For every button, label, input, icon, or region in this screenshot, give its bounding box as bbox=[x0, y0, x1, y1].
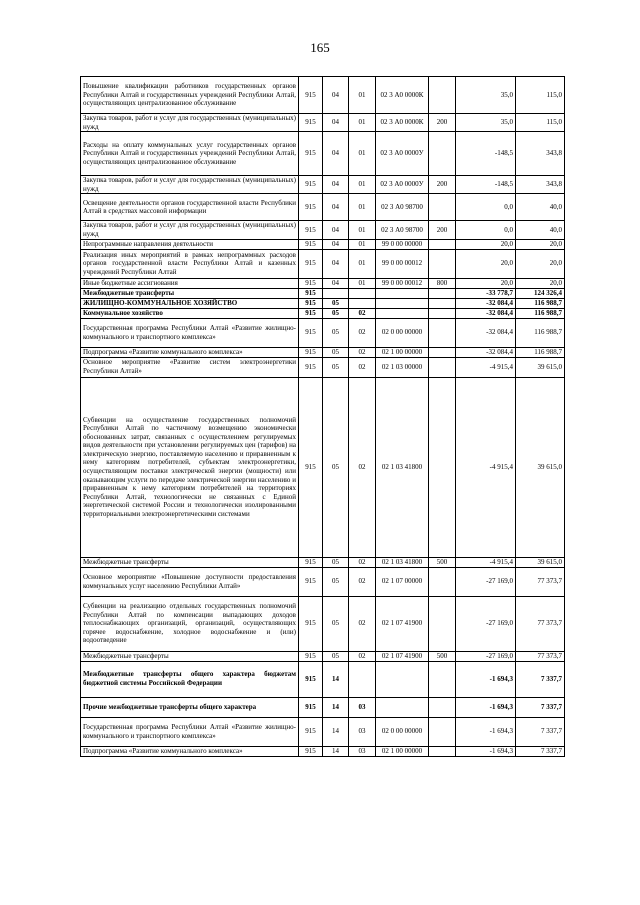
cell-name: Коммунальное хозяйство bbox=[81, 308, 299, 318]
cell-f: -32 084,4 bbox=[456, 318, 516, 347]
budget-table bbox=[80, 76, 565, 757]
cell-c: 01 bbox=[349, 278, 376, 288]
cell-a: 915 bbox=[299, 567, 323, 596]
cell-d bbox=[376, 288, 429, 298]
cell-b bbox=[323, 288, 349, 298]
cell-e bbox=[429, 298, 456, 308]
cell-g: 115,0 bbox=[516, 114, 565, 132]
cell-name: Субвенции на реализацию отдельных государственных полномочий Республики Алтай по компенсации выпадающих доходов теплоснабжающих организаций, организаций, осуществляющих горячее водоснабжение, холодное водоснабжение и (или) водоотведение bbox=[81, 596, 299, 651]
cell-d: 99 0 00 00012 bbox=[376, 249, 429, 278]
cell-g: 124 326,4 bbox=[516, 288, 565, 298]
table-row bbox=[81, 651, 565, 661]
cell-c: 02 bbox=[349, 308, 376, 318]
cell-c: 02 bbox=[349, 347, 376, 357]
cell-a: 915 bbox=[299, 239, 323, 249]
table-row bbox=[81, 567, 565, 596]
cell-name: Основное мероприятие «Развитие систем электроэнергетики Республики Алтай» bbox=[81, 357, 299, 377]
cell-f: 20,0 bbox=[456, 249, 516, 278]
cell-g: 115,0 bbox=[516, 77, 565, 114]
cell-g: 7 337,7 bbox=[516, 717, 565, 746]
cell-d: 02 1 03 41800 bbox=[376, 377, 429, 557]
table-row bbox=[81, 176, 565, 194]
cell-e bbox=[429, 239, 456, 249]
cell-d bbox=[376, 661, 429, 697]
cell-a: 915 bbox=[299, 77, 323, 114]
cell-e bbox=[429, 567, 456, 596]
table-row bbox=[81, 717, 565, 746]
cell-b: 04 bbox=[323, 249, 349, 278]
cell-a: 915 bbox=[299, 114, 323, 132]
cell-b: 05 bbox=[323, 567, 349, 596]
cell-b: 04 bbox=[323, 77, 349, 114]
cell-c: 01 bbox=[349, 132, 376, 176]
cell-e bbox=[429, 661, 456, 697]
cell-c: 01 bbox=[349, 194, 376, 221]
cell-e bbox=[429, 697, 456, 717]
cell-g: 116 988,7 bbox=[516, 347, 565, 357]
cell-g: 7 337,7 bbox=[516, 746, 565, 756]
cell-e bbox=[429, 596, 456, 651]
cell-d bbox=[376, 308, 429, 318]
cell-d: 02 0 00 00000 bbox=[376, 318, 429, 347]
cell-f: -27 169,0 bbox=[456, 651, 516, 661]
cell-a: 915 bbox=[299, 717, 323, 746]
cell-f: -32 084,4 bbox=[456, 298, 516, 308]
cell-d: 02 1 03 41800 bbox=[376, 557, 429, 567]
cell-name: Непрограммные направления деятельности bbox=[81, 239, 299, 249]
cell-a: 915 bbox=[299, 176, 323, 194]
cell-name: Реализация иных мероприятий в рамках непрограммных расходов органов государственной власти Республики Алтай и казенных учреждений Республики Алтай bbox=[81, 249, 299, 278]
cell-g: 116 988,7 bbox=[516, 318, 565, 347]
cell-d bbox=[376, 298, 429, 308]
cell-e: 500 bbox=[429, 557, 456, 567]
cell-d: 02 3 А0 0000К bbox=[376, 77, 429, 114]
cell-d: 99 0 00 00000 bbox=[376, 239, 429, 249]
cell-name: Межбюджетные трансферты bbox=[81, 651, 299, 661]
cell-b: 05 bbox=[323, 596, 349, 651]
cell-b: 05 bbox=[323, 557, 349, 567]
cell-d: 02 1 00 00000 bbox=[376, 746, 429, 756]
cell-c bbox=[349, 288, 376, 298]
cell-name: Повышение квалификации работников государственных органов Республики Алтай и государственных учреждений Республики Алтай, осуществляющих централизованное обслуживание bbox=[81, 77, 299, 114]
cell-name: ЖИЛИЩНО-КОММУНАЛЬНОЕ ХОЗЯЙСТВО bbox=[81, 298, 299, 308]
cell-a: 915 bbox=[299, 221, 323, 239]
cell-g: 7 337,7 bbox=[516, 697, 565, 717]
table-row bbox=[81, 746, 565, 756]
cell-f: -148,5 bbox=[456, 132, 516, 176]
cell-a: 915 bbox=[299, 308, 323, 318]
cell-name: Прочие межбюджетные трансферты общего характера bbox=[81, 697, 299, 717]
table-row bbox=[81, 596, 565, 651]
cell-e bbox=[429, 132, 456, 176]
cell-g: 39 615,0 bbox=[516, 377, 565, 557]
cell-g: 343,8 bbox=[516, 176, 565, 194]
cell-b: 05 bbox=[323, 347, 349, 357]
cell-a: 915 bbox=[299, 357, 323, 377]
cell-c bbox=[349, 661, 376, 697]
table-row bbox=[81, 308, 565, 318]
cell-a: 915 bbox=[299, 347, 323, 357]
cell-c: 01 bbox=[349, 77, 376, 114]
cell-c: 01 bbox=[349, 176, 376, 194]
cell-name: Иные бюджетные ассигнования bbox=[81, 278, 299, 288]
cell-d: 02 1 03 00000 bbox=[376, 357, 429, 377]
cell-e: 200 bbox=[429, 176, 456, 194]
cell-f: 0,0 bbox=[456, 194, 516, 221]
table-row bbox=[81, 278, 565, 288]
cell-e bbox=[429, 746, 456, 756]
cell-d: 02 1 07 00000 bbox=[376, 567, 429, 596]
cell-b: 05 bbox=[323, 357, 349, 377]
cell-b: 05 bbox=[323, 651, 349, 661]
cell-b: 04 bbox=[323, 132, 349, 176]
cell-a: 915 bbox=[299, 298, 323, 308]
table-row bbox=[81, 239, 565, 249]
cell-e bbox=[429, 717, 456, 746]
cell-d: 02 1 07 41900 bbox=[376, 596, 429, 651]
cell-c bbox=[349, 298, 376, 308]
cell-g: 77 373,7 bbox=[516, 596, 565, 651]
cell-e bbox=[429, 357, 456, 377]
cell-d bbox=[376, 697, 429, 717]
cell-a: 915 bbox=[299, 194, 323, 221]
table-row bbox=[81, 77, 565, 114]
cell-a: 915 bbox=[299, 557, 323, 567]
cell-g: 40,0 bbox=[516, 194, 565, 221]
cell-e: 800 bbox=[429, 278, 456, 288]
table-row bbox=[81, 221, 565, 239]
cell-g: 77 373,7 bbox=[516, 651, 565, 661]
cell-name: Государственная программа Республики Алтай «Развитие жилищно-коммунального и транспортного комплекса» bbox=[81, 717, 299, 746]
table-row bbox=[81, 194, 565, 221]
cell-e bbox=[429, 77, 456, 114]
cell-e bbox=[429, 249, 456, 278]
table-row bbox=[81, 661, 565, 697]
cell-name: Основное мероприятие «Повышение доступности предоставления коммунальных услуг населению Республики Алтай» bbox=[81, 567, 299, 596]
cell-g: 116 988,7 bbox=[516, 298, 565, 308]
cell-b: 14 bbox=[323, 661, 349, 697]
cell-b: 05 bbox=[323, 308, 349, 318]
cell-name: Закупка товаров, работ и услуг для государственных (муниципальных) нужд bbox=[81, 221, 299, 239]
cell-b: 04 bbox=[323, 176, 349, 194]
cell-c: 03 bbox=[349, 746, 376, 756]
cell-e: 200 bbox=[429, 114, 456, 132]
cell-f: -32 084,4 bbox=[456, 347, 516, 357]
cell-c: 02 bbox=[349, 357, 376, 377]
cell-b: 04 bbox=[323, 194, 349, 221]
cell-d: 02 1 07 41900 bbox=[376, 651, 429, 661]
cell-g: 116 988,7 bbox=[516, 308, 565, 318]
cell-f: -27 169,0 bbox=[456, 596, 516, 651]
cell-f: -1 694,3 bbox=[456, 746, 516, 756]
cell-f: 35,0 bbox=[456, 114, 516, 132]
cell-b: 14 bbox=[323, 697, 349, 717]
cell-b: 05 bbox=[323, 298, 349, 308]
cell-f: -1 694,3 bbox=[456, 697, 516, 717]
cell-g: 77 373,7 bbox=[516, 567, 565, 596]
table-row bbox=[81, 357, 565, 377]
cell-c: 01 bbox=[349, 114, 376, 132]
cell-a: 915 bbox=[299, 746, 323, 756]
cell-a: 915 bbox=[299, 318, 323, 347]
table-row bbox=[81, 347, 565, 357]
cell-d: 02 3 А0 98700 bbox=[376, 194, 429, 221]
cell-f: -32 084,4 bbox=[456, 308, 516, 318]
cell-a: 915 bbox=[299, 596, 323, 651]
cell-name: Освещение деятельности органов государственной власти Республики Алтай в средствах массовой информации bbox=[81, 194, 299, 221]
cell-c: 03 bbox=[349, 717, 376, 746]
cell-b: 04 bbox=[323, 278, 349, 288]
cell-c: 03 bbox=[349, 697, 376, 717]
cell-e: 500 bbox=[429, 651, 456, 661]
cell-f: -33 778,7 bbox=[456, 288, 516, 298]
cell-f: 20,0 bbox=[456, 239, 516, 249]
cell-name: Закупка товаров, работ и услуг для государственных (муниципальных) нужд bbox=[81, 114, 299, 132]
table-row bbox=[81, 114, 565, 132]
cell-name: Межбюджетные трансферты bbox=[81, 288, 299, 298]
cell-c: 02 bbox=[349, 596, 376, 651]
cell-f: -4 915,4 bbox=[456, 557, 516, 567]
cell-name: Подпрограмма «Развитие коммунального комплекса» bbox=[81, 746, 299, 756]
cell-d: 02 0 00 00000 bbox=[376, 717, 429, 746]
cell-e bbox=[429, 308, 456, 318]
cell-f: -148,5 bbox=[456, 176, 516, 194]
cell-a: 915 bbox=[299, 377, 323, 557]
table-row bbox=[81, 377, 565, 557]
table-row bbox=[81, 697, 565, 717]
table-row bbox=[81, 318, 565, 347]
table-row bbox=[81, 557, 565, 567]
cell-c: 02 bbox=[349, 567, 376, 596]
cell-c: 01 bbox=[349, 239, 376, 249]
cell-e bbox=[429, 377, 456, 557]
cell-g: 20,0 bbox=[516, 278, 565, 288]
cell-b: 04 bbox=[323, 239, 349, 249]
cell-f: 20,0 bbox=[456, 278, 516, 288]
cell-g: 39 615,0 bbox=[516, 357, 565, 377]
table-row bbox=[81, 298, 565, 308]
cell-g: 20,0 bbox=[516, 239, 565, 249]
cell-e: 200 bbox=[429, 221, 456, 239]
cell-name: Расходы на оплату коммунальных услуг государственных органов Республики Алтай и государственных учреждений Республики Алтай, осуществляющих централизованное обслуживание bbox=[81, 132, 299, 176]
cell-name: Субвенции на осуществление государственных полномочий Республики Алтай по частичному возмещению экономически обоснованных затрат, связанных с осуществлением регулируемых видов деятельности при установлении регулируемых цен (тарифов) на электрическую энергию, поставляемую населению и приравненным к нему категориям потребителей, субъектам электроэнергетики, осуществляющим поставки электрической энергии (мощности) или оказывающим услуги по передаче электрической энергии населению и приравненным к нему категориям потребителей на территориях Республики Алтай, технологически не связанных с Единой энергетической системой России и технологически изолированными территориальными электроэнергетическими системами bbox=[81, 377, 299, 557]
cell-g: 343,8 bbox=[516, 132, 565, 176]
cell-d: 02 3 А0 98700 bbox=[376, 221, 429, 239]
cell-f: -4 915,4 bbox=[456, 377, 516, 557]
cell-a: 915 bbox=[299, 651, 323, 661]
cell-b: 04 bbox=[323, 221, 349, 239]
cell-name: Межбюджетные трансферты общего характера бюджетам бюджетной системы Российской Федерации bbox=[81, 661, 299, 697]
cell-f: -1 694,3 bbox=[456, 661, 516, 697]
cell-c: 02 bbox=[349, 651, 376, 661]
cell-c: 02 bbox=[349, 557, 376, 567]
cell-f: -27 169,0 bbox=[456, 567, 516, 596]
cell-f: -4 915,4 bbox=[456, 357, 516, 377]
table-row bbox=[81, 132, 565, 176]
cell-a: 915 bbox=[299, 288, 323, 298]
cell-a: 915 bbox=[299, 278, 323, 288]
cell-e bbox=[429, 318, 456, 347]
cell-b: 04 bbox=[323, 114, 349, 132]
cell-e bbox=[429, 347, 456, 357]
cell-f: 35,0 bbox=[456, 77, 516, 114]
cell-b: 05 bbox=[323, 318, 349, 347]
cell-name: Закупка товаров, работ и услуг для государственных (муниципальных) нужд bbox=[81, 176, 299, 194]
cell-g: 40,0 bbox=[516, 221, 565, 239]
cell-e bbox=[429, 288, 456, 298]
cell-d: 02 3 А0 0000К bbox=[376, 114, 429, 132]
cell-e bbox=[429, 194, 456, 221]
cell-c: 01 bbox=[349, 249, 376, 278]
cell-d: 02 3 А0 0000У bbox=[376, 176, 429, 194]
cell-c: 02 bbox=[349, 318, 376, 347]
table-row bbox=[81, 288, 565, 298]
cell-f: -1 694,3 bbox=[456, 717, 516, 746]
cell-name: Подпрограмма «Развитие коммунального комплекса» bbox=[81, 347, 299, 357]
cell-d: 99 0 00 00012 bbox=[376, 278, 429, 288]
cell-d: 02 1 00 00000 bbox=[376, 347, 429, 357]
cell-f: 0,0 bbox=[456, 221, 516, 239]
cell-g: 7 337,7 bbox=[516, 661, 565, 697]
cell-d: 02 3 А0 0000У bbox=[376, 132, 429, 176]
cell-b: 14 bbox=[323, 746, 349, 756]
cell-b: 05 bbox=[323, 377, 349, 557]
cell-b: 14 bbox=[323, 717, 349, 746]
cell-a: 915 bbox=[299, 132, 323, 176]
cell-c: 01 bbox=[349, 221, 376, 239]
cell-g: 20,0 bbox=[516, 249, 565, 278]
table-row bbox=[81, 249, 565, 278]
cell-c: 02 bbox=[349, 377, 376, 557]
cell-a: 915 bbox=[299, 697, 323, 717]
cell-a: 915 bbox=[299, 249, 323, 278]
cell-g: 39 615,0 bbox=[516, 557, 565, 567]
cell-name: Межбюджетные трансферты bbox=[81, 557, 299, 567]
cell-name: Государственная программа Республики Алтай «Развитие жилищно-коммунального и транспортного комплекса» bbox=[81, 318, 299, 347]
page-number: 165 bbox=[310, 40, 330, 55]
cell-a: 915 bbox=[299, 661, 323, 697]
